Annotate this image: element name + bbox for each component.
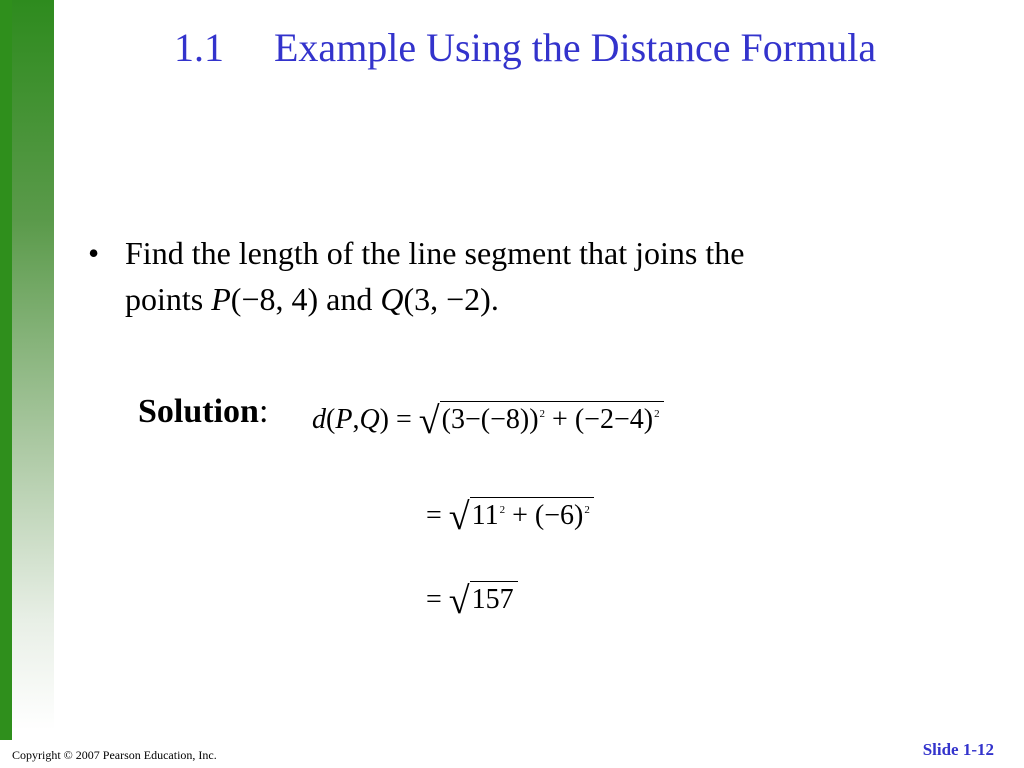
bullet-line2-prefix: points [125, 281, 212, 317]
eq2-term2: (−6) [534, 499, 584, 531]
copyright-text: Copyright © 2007 Pearson Education, Inc. [12, 748, 217, 762]
equation-line-2 [426, 494, 594, 538]
solution-label [138, 393, 268, 431]
radical-icon: √ [418, 400, 440, 442]
eq1-exp2: 2 [654, 408, 660, 421]
eq2-square-root [448, 494, 594, 538]
eq1-term1: (3−(−8)) [441, 403, 539, 435]
eq1-q: Q [359, 404, 380, 435]
eq1-square-root [418, 398, 664, 442]
equation-line-1 [312, 398, 664, 442]
eq1-equals: = [396, 404, 412, 435]
eq3-equals: = [426, 584, 442, 615]
section-number: 1.1 [174, 25, 224, 70]
eq1-p: P [335, 404, 353, 435]
bullet-line1: Find the length of the line segment that joins the [125, 235, 745, 271]
eq1-close-paren: ) [379, 404, 389, 435]
bullet-item [88, 230, 928, 322]
point-p-label: P [211, 281, 231, 317]
eq2-exp1: 2 [499, 504, 506, 517]
eq1-exp1: 2 [539, 408, 546, 421]
point-p-coords: (−8, 4) [230, 281, 319, 317]
radical-icon: √ [448, 580, 470, 622]
eq2-exp2: 2 [584, 504, 590, 517]
title-text: Example Using the Distance Formula [274, 25, 877, 70]
solution-colon: : [258, 393, 269, 430]
eq2-plus: + [505, 499, 535, 531]
eq1-radicand [440, 401, 664, 436]
slide-number: Slide 1-12 [922, 740, 994, 759]
eq1-d: d [312, 404, 326, 435]
eq1-term2: (−2−4) [574, 403, 654, 435]
eq1-plus: + [545, 403, 575, 435]
eq1-comma: , [352, 404, 360, 435]
bullet-icon: • [88, 235, 100, 271]
bullet-conjunction: and [318, 281, 381, 317]
bullet-text [125, 230, 928, 322]
eq1-open-paren: ( [326, 404, 336, 435]
eq2-radicand [470, 497, 594, 532]
eq3-radicand: 157 [470, 581, 518, 616]
slide-title [174, 24, 876, 71]
eq2-term1: 11 [471, 499, 499, 531]
radical-icon: √ [448, 496, 470, 538]
solution-text: Solution [138, 393, 259, 430]
eq3-square-root [448, 578, 518, 622]
point-q-coords: (3, −2). [403, 281, 499, 317]
point-q-label: Q [380, 281, 404, 317]
sidebar-edge-stripe [0, 0, 12, 740]
equation-line-3 [426, 578, 518, 622]
eq2-equals: = [426, 500, 442, 531]
